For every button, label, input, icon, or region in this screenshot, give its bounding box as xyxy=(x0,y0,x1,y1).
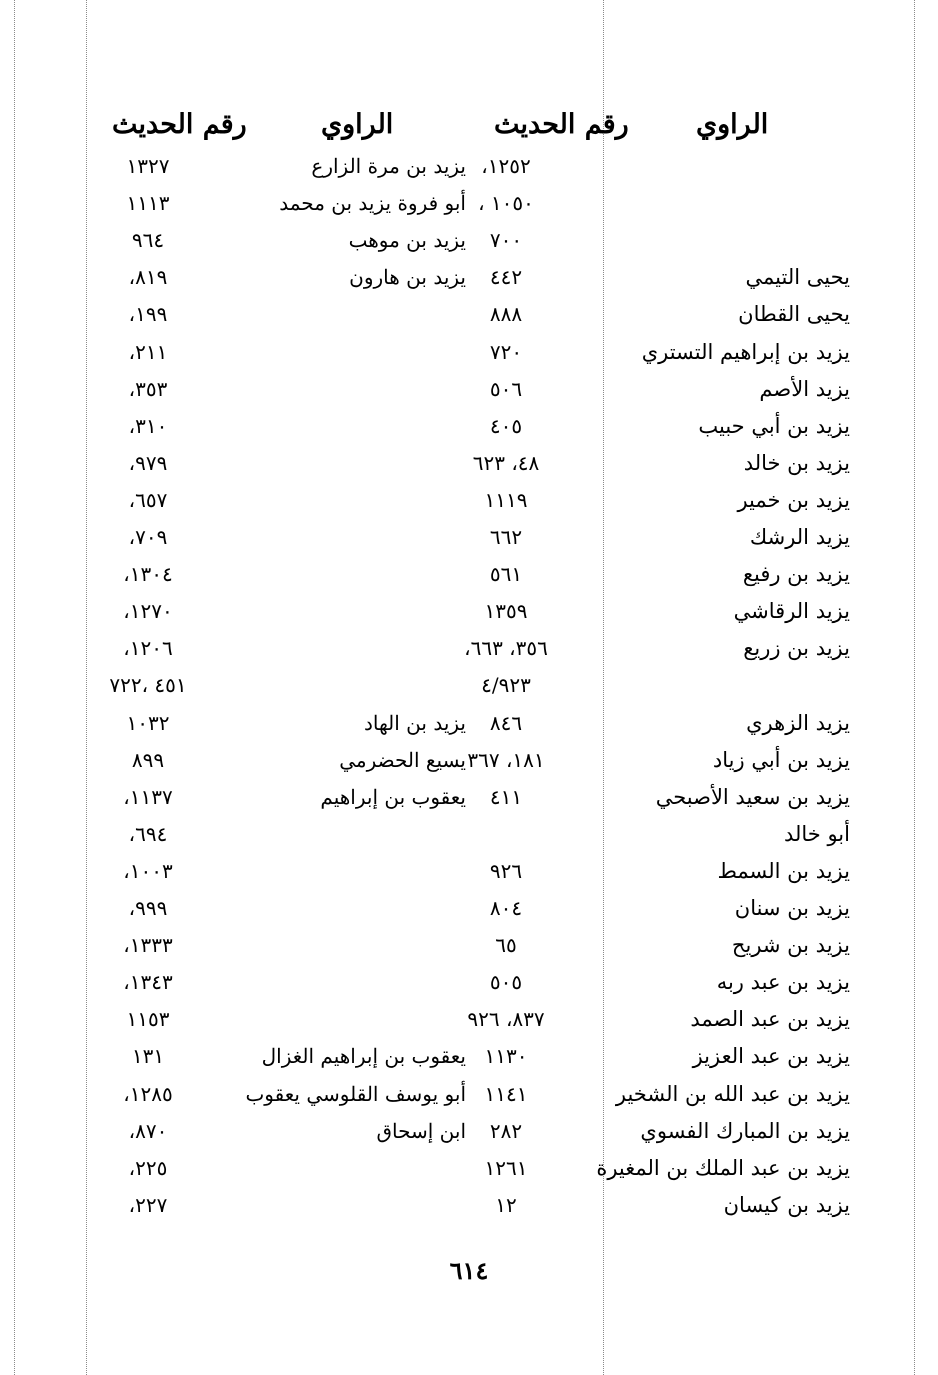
right-hadith-number: ٤٤٢ xyxy=(489,265,523,289)
left-hadith-number: ٢٢٥، xyxy=(128,1156,168,1180)
table-row xyxy=(0,185,938,222)
header-left-hadith-number: رقم الحديث xyxy=(112,109,247,140)
right-narrator xyxy=(590,667,850,704)
right-hadith-number: ٨٣٧، ٩٢٦ xyxy=(467,1007,545,1031)
left-hadith-number: ٣٥٣، xyxy=(128,377,168,401)
right-hadith-number: ٦٥ xyxy=(495,933,517,957)
right-narrator: يزيد بن المبارك الفسوي xyxy=(640,1119,850,1143)
left-narrator xyxy=(236,927,466,964)
table-row xyxy=(0,816,938,853)
right-narrator: يزيد بن عبد الصمد xyxy=(690,1007,850,1031)
left-hadith-number: ٨٧٠، xyxy=(128,1119,168,1143)
right-hadith-number: ٤/٩٢٣ xyxy=(481,673,531,697)
header-left-narrator: الراوي xyxy=(321,109,394,140)
right-hadith-number: ١٢٦١ xyxy=(484,1156,528,1180)
right-hadith-number: ٥٦١ xyxy=(489,562,523,586)
right-hadith-number: ٥٠٥ xyxy=(489,970,523,994)
left-hadith-number: ١٣١ xyxy=(131,1044,165,1068)
left-narrator xyxy=(236,593,466,630)
left-narrator xyxy=(236,296,466,333)
left-hadith-number: ١٢٧٠، xyxy=(123,599,173,623)
table-row xyxy=(0,445,938,482)
left-hadith-number: ٦٩٤، xyxy=(128,822,168,846)
left-hadith-number: ١٠٣٢ xyxy=(126,711,170,735)
right-narrator xyxy=(590,222,850,259)
right-hadith-number: ٣٥٦، ٦٦٣، xyxy=(464,636,548,660)
right-hadith-number: ٧٢٠ xyxy=(489,340,523,364)
right-narrator: أبو خالد xyxy=(783,822,850,846)
right-narrator: يحيى التيمي xyxy=(745,265,850,289)
left-narrator: يزيد بن الهاد xyxy=(363,711,466,735)
left-narrator xyxy=(236,667,466,704)
left-hadith-number: ١٢٨٥، xyxy=(123,1082,173,1106)
right-narrator: يزيد بن إبراهيم التستري xyxy=(641,340,850,364)
right-hadith-number: ٢٨٢ xyxy=(489,1119,523,1143)
table-row xyxy=(0,482,938,519)
right-narrator: يحيى القطان xyxy=(738,302,850,326)
table-row xyxy=(0,630,938,667)
right-narrator: يزيد بن كيسان xyxy=(723,1193,850,1217)
table-row xyxy=(0,1150,938,1187)
left-narrator: يعقوب بن إبراهيم الغزال xyxy=(261,1044,466,1068)
left-narrator xyxy=(236,1187,466,1224)
left-hadith-number: ٢١١، xyxy=(128,340,168,364)
right-hadith-number: ١١٣٠ xyxy=(484,1044,528,1068)
left-narrator: يزيد بن مرة الزارع xyxy=(311,154,466,178)
table-row xyxy=(0,259,938,296)
right-hadith-number: ٥٠٦ xyxy=(489,377,523,401)
right-narrator: يزيد بن سنان xyxy=(734,896,850,920)
right-narrator: يزيد بن زريع xyxy=(743,636,850,660)
left-narrator xyxy=(236,630,466,667)
left-hadith-number: ١٣٣٣، xyxy=(123,933,173,957)
left-hadith-number: ١٣٠٤، xyxy=(123,562,173,586)
table-row xyxy=(0,1187,938,1224)
left-hadith-number: ٦٥٧، xyxy=(128,488,168,512)
right-narrator: يزيد الزهري xyxy=(746,711,850,735)
left-narrator xyxy=(236,816,466,853)
left-narrator xyxy=(236,556,466,593)
table-row xyxy=(0,222,938,259)
table-row xyxy=(0,1038,938,1075)
right-hadith-number: ٩٢٦ xyxy=(489,859,523,883)
right-hadith-number: ٧٠٠ xyxy=(489,228,523,252)
right-narrator xyxy=(590,185,850,222)
left-narrator xyxy=(236,482,466,519)
table-row xyxy=(0,296,938,333)
right-hadith-number: ١٢ xyxy=(495,1193,517,1217)
table-row xyxy=(0,667,938,704)
table-row xyxy=(0,705,938,742)
right-narrator: يزيد بن عبد الملك بن المغيرة xyxy=(596,1156,850,1180)
right-narrator: يزيد بن عبد الله بن الشخير xyxy=(615,1082,850,1106)
right-narrator xyxy=(590,148,850,185)
left-narrator xyxy=(236,334,466,371)
page-number: ٦١٤ xyxy=(449,1256,489,1285)
right-narrator: يزيد بن أبي زياد xyxy=(712,748,850,772)
table-row xyxy=(0,371,938,408)
right-hadith-number: ١٢٥٢، xyxy=(481,154,531,178)
left-hadith-number: ٨١٩، xyxy=(128,265,168,289)
left-hadith-number: ١١١٣ xyxy=(126,191,170,215)
right-hadith-number: ٨٨٨ xyxy=(489,302,523,326)
left-narrator xyxy=(236,445,466,482)
right-narrator: يزيد الأصم xyxy=(759,377,850,401)
right-hadith-number: ٨٠٤ xyxy=(489,896,523,920)
left-narrator: يسيع الحضرمي xyxy=(339,748,466,772)
right-hadith-number: ٤٠٥ xyxy=(489,414,523,438)
left-narrator xyxy=(236,890,466,927)
right-narrator: يزيد بن شريح xyxy=(731,933,850,957)
right-narrator: يزيد بن خمير xyxy=(737,488,850,512)
left-hadith-number: ٩٩٩، xyxy=(128,896,168,920)
left-narrator xyxy=(236,964,466,1001)
table-row xyxy=(0,779,938,816)
left-hadith-number: ٤٥١ ،٧٢٢ xyxy=(109,673,187,697)
right-hadith-number: ١١١٩ xyxy=(484,488,528,512)
left-narrator: أبو فروة يزيد بن محمد xyxy=(279,191,466,215)
left-hadith-number: ١١٣٧، xyxy=(123,785,173,809)
table-row xyxy=(0,556,938,593)
left-narrator: ابن إسحاق xyxy=(376,1119,466,1143)
right-narrator: يزيد بن السمط xyxy=(717,859,850,883)
table-row xyxy=(0,334,938,371)
right-narrator: يزيد بن أبي حبيب xyxy=(698,414,850,438)
table-row xyxy=(0,853,938,890)
right-narrator: يزيد بن عبد العزيز xyxy=(692,1044,850,1068)
left-hadith-number: ٧٠٩، xyxy=(128,525,168,549)
left-narrator xyxy=(236,371,466,408)
table-row xyxy=(0,1001,938,1038)
left-narrator xyxy=(236,408,466,445)
right-narrator: يزيد الرشك xyxy=(749,525,850,549)
right-hadith-number: ٦٦٢ xyxy=(489,525,523,549)
right-narrator: يزيد بن خالد xyxy=(743,451,850,475)
left-hadith-number: ١٣٢٧ xyxy=(126,154,170,178)
right-hadith-number: ١٨١، ٣٦٧ xyxy=(467,748,545,772)
right-hadith-number: ٨٤٦ xyxy=(489,711,523,735)
right-hadith-number: ١٠٥٠ ، xyxy=(478,191,534,215)
header-right-hadith-number: رقم الحديث xyxy=(494,109,629,140)
table-row xyxy=(0,408,938,445)
left-hadith-number: ١٠٠٣، xyxy=(123,859,173,883)
left-narrator xyxy=(236,853,466,890)
table-row xyxy=(0,1113,938,1150)
right-narrator: يزيد الرقاشي xyxy=(733,599,850,623)
left-hadith-number: ٩٧٩، xyxy=(128,451,168,475)
right-narrator: يزيد بن سعيد الأصبحي xyxy=(655,785,850,809)
left-hadith-number: ١١٥٣ xyxy=(126,1007,170,1031)
left-hadith-number: ١٩٩، xyxy=(128,302,168,326)
left-narrator xyxy=(236,519,466,556)
table-row xyxy=(0,148,938,185)
table-row xyxy=(0,927,938,964)
left-hadith-number: ١٣٤٣، xyxy=(123,970,173,994)
left-narrator: يزيد بن موهب xyxy=(348,228,466,252)
header-right-narrator: الراوي xyxy=(696,109,769,140)
left-narrator: يعقوب بن إبراهيم xyxy=(320,785,466,809)
right-hadith-number: ١١٤١ xyxy=(484,1082,528,1106)
table-row xyxy=(0,1076,938,1113)
table-row xyxy=(0,742,938,779)
left-hadith-number: ٣١٠، xyxy=(128,414,168,438)
left-hadith-number: ٩٦٤ xyxy=(131,228,165,252)
left-hadith-number: ٢٢٧، xyxy=(128,1193,168,1217)
table-row xyxy=(0,890,938,927)
right-narrator: يزيد بن رفيع xyxy=(742,562,850,586)
left-narrator xyxy=(236,1150,466,1187)
right-narrator: يزيد بن عبد ربه xyxy=(716,970,850,994)
table-row xyxy=(0,519,938,556)
left-narrator xyxy=(236,1001,466,1038)
right-hadith-number: ٤٨، ٦٢٣ xyxy=(472,451,540,475)
table-row xyxy=(0,964,938,1001)
right-hadith-number: ٤١١ xyxy=(489,785,523,809)
left-narrator: يزيد بن هارون xyxy=(349,265,466,289)
left-hadith-number: ٨٩٩ xyxy=(131,748,165,772)
right-hadith-number: ١٣٥٩ xyxy=(484,599,528,623)
left-narrator: أبو يوسف القلوسي يعقوب xyxy=(245,1082,466,1106)
table-row xyxy=(0,593,938,630)
left-hadith-number: ١٢٠٦، xyxy=(123,636,173,660)
